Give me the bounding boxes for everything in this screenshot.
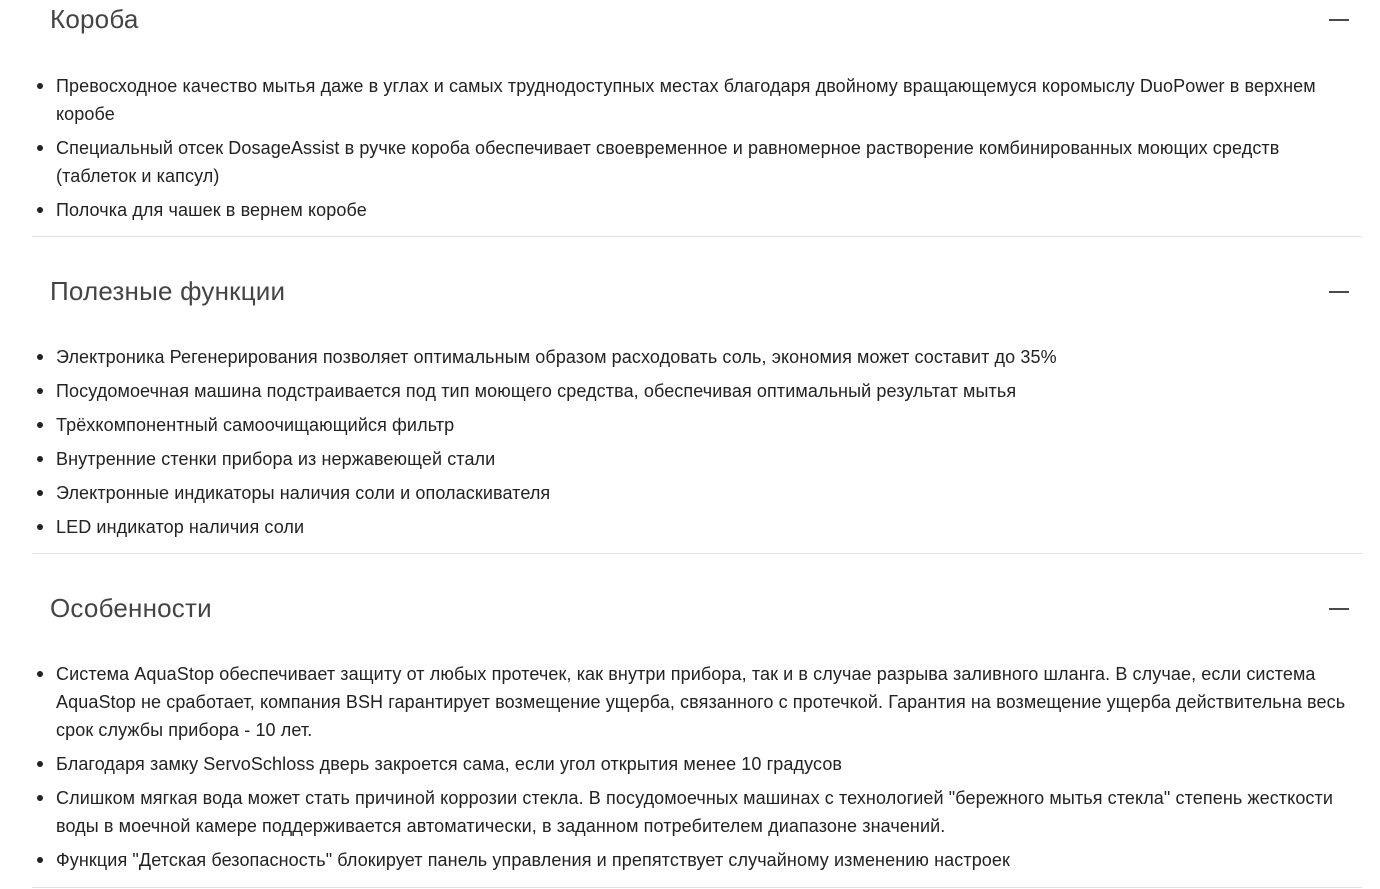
list-item-text: Посудомоечная машина подстраивается под тип моющего средства, обеспечивая оптимальный результат мытья xyxy=(56,381,1017,401)
list-item-text: Трёхкомпонентный самоочищающийся фильтр xyxy=(56,415,455,435)
bullet-dot-icon xyxy=(37,83,43,89)
collapse-minus-icon[interactable] xyxy=(1329,19,1349,21)
list-item xyxy=(32,411,1362,439)
list-item-text: LED индикатор наличия соли xyxy=(56,517,305,537)
bullet-dot-icon xyxy=(37,422,43,428)
feature-list xyxy=(32,343,1362,547)
accordion-section-boxes xyxy=(32,0,1362,237)
list-item-text: Благодаря замку ServoSchloss дверь закроется сама, если угол открытия менее 10 градусов xyxy=(56,754,843,774)
collapse-minus-icon[interactable] xyxy=(1329,608,1349,610)
list-item-text: Внутренние стенки прибора из нержавеющей стали xyxy=(56,449,496,469)
feature-list xyxy=(32,660,1362,880)
list-item xyxy=(32,660,1362,744)
bullet-dot-icon xyxy=(37,207,43,213)
bullet-dot-icon xyxy=(37,354,43,360)
list-item-text: Полочка для чашек в вернем коробе xyxy=(56,200,367,220)
bullet-dot-icon xyxy=(37,145,43,151)
bullet-dot-icon xyxy=(37,388,43,394)
accordion-section-features xyxy=(32,554,1362,888)
list-item-text: Электроника Регенерирования позволяет оптимальным образом расходовать соль, экономия может составит до 35% xyxy=(56,347,1057,367)
feature-list xyxy=(32,72,1362,230)
collapse-minus-icon[interactable] xyxy=(1329,291,1349,293)
list-item xyxy=(32,750,1362,778)
accordion-section-useful-functions xyxy=(32,237,1362,554)
section-title: Особенности xyxy=(50,593,212,623)
list-item xyxy=(32,479,1362,507)
bullet-dot-icon xyxy=(37,795,43,801)
features-accordion xyxy=(32,0,1362,888)
list-item-text: Электронные индикаторы наличия соли и ополаскивателя xyxy=(56,483,551,503)
list-item-text: Функция "Детская безопасность" блокирует панель управления и препятствует случайному изменению настроек xyxy=(56,850,1011,870)
bullet-dot-icon xyxy=(37,671,43,677)
bullet-dot-icon xyxy=(37,490,43,496)
section-title: Полезные функции xyxy=(50,276,286,306)
list-item-text: Система AquaStop обеспечивает защиту от любых протечек, как внутри прибора, так и в случае разрыва заливного шланга. В случае, если система AquaStop не сработает, компания BSH гарантирует возмещение ущерба, связанного с протечкой. Гарантия на возмещение ущерба действительна весь срок службы прибора - 10 лет. xyxy=(56,664,1346,740)
list-item xyxy=(32,784,1362,840)
list-item-text: Слишком мягкая вода может стать причиной коррозии стекла. В посудомоечных машинах с технологией "бережного мытья стекла" степень жесткости воды в моечной камере поддерживается автоматически, в заданном потребителем диапазоне значений. xyxy=(56,788,1334,836)
bullet-dot-icon xyxy=(37,857,43,863)
list-item xyxy=(32,445,1362,473)
list-item xyxy=(32,196,1362,224)
list-item xyxy=(32,377,1362,405)
list-item xyxy=(32,343,1362,371)
list-item xyxy=(32,513,1362,541)
list-item xyxy=(32,846,1362,874)
list-item xyxy=(32,134,1362,190)
bullet-dot-icon xyxy=(37,524,43,530)
list-item-text: Превосходное качество мытья даже в углах и самых труднодоступных местах благодаря двойному вращающемуся коромыслу DuoPower в верхнем коробе xyxy=(56,76,1316,124)
list-item-text: Специальный отсек DosageAssist в ручке короба обеспечивает своевременное и равномерное растворение комбинированных моющих средств (таблеток и капсул) xyxy=(56,138,1280,186)
list-item xyxy=(32,72,1362,128)
bullet-dot-icon xyxy=(37,761,43,767)
bullet-dot-icon xyxy=(37,456,43,462)
section-title: Короба xyxy=(50,4,139,34)
